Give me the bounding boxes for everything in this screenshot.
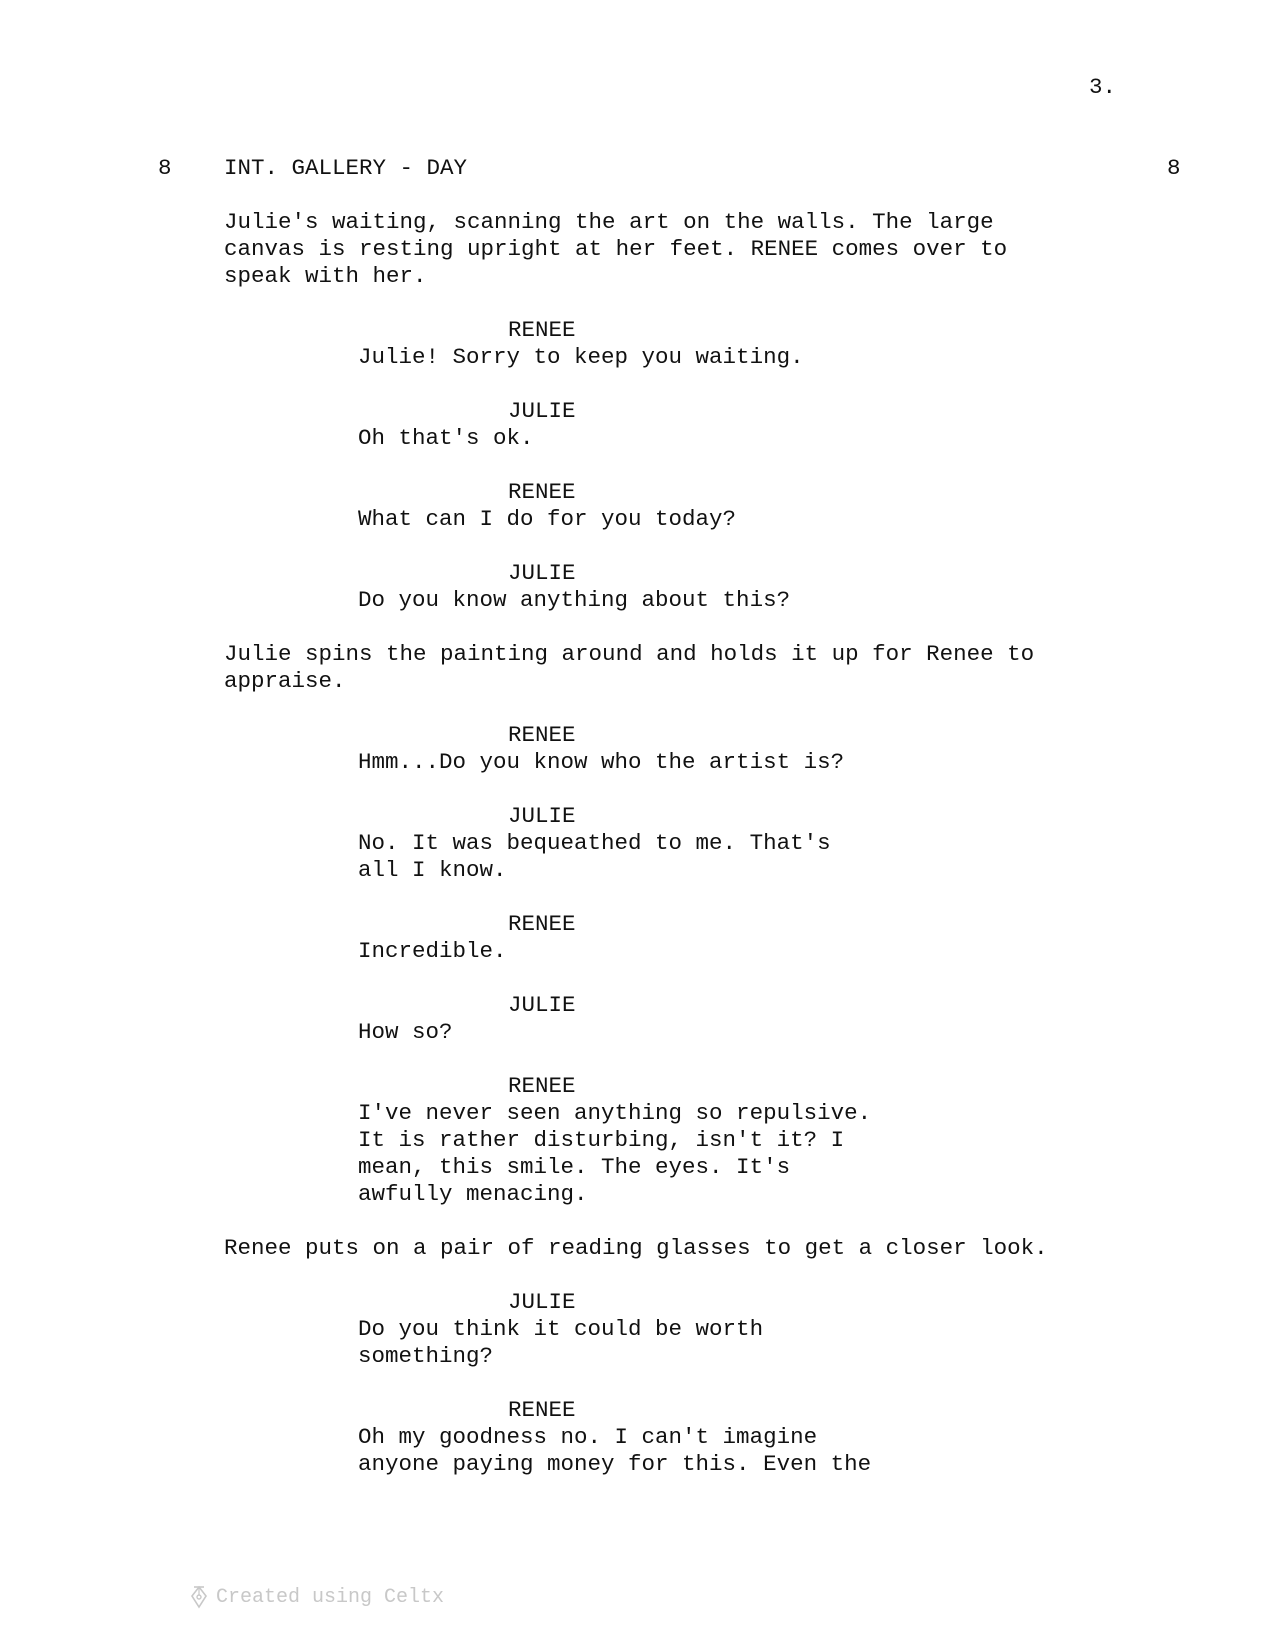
pen-nib-icon <box>190 1585 208 1609</box>
dialogue-text <box>224 344 1174 371</box>
dialogue-block <box>224 1289 1174 1370</box>
dialogue-line: Do you think it could be worth <box>358 1316 764 1342</box>
dialogue-text <box>224 938 1174 965</box>
script-blocks <box>224 209 1174 1478</box>
dialogue-block <box>224 398 1174 452</box>
dialogue-text <box>224 1424 1174 1478</box>
dialogue-block <box>224 479 1174 533</box>
action-line: Renee puts on a pair of reading glasses to get a closer look. <box>224 1235 1048 1261</box>
footer-text: Created using Celtx <box>216 1585 445 1609</box>
action-line: Julie's waiting, scanning the art on the walls. The large <box>224 209 994 235</box>
dialogue-text <box>224 1100 1174 1208</box>
character-cue: RENEE <box>508 1397 576 1423</box>
script-body <box>224 155 1174 1505</box>
dialogue-block <box>224 1397 1174 1478</box>
dialogue-line: Oh my goodness no. I can't imagine <box>358 1424 818 1450</box>
dialogue-text <box>224 425 1174 452</box>
dialogue-line: No. It was bequeathed to me. That's <box>358 830 831 856</box>
action-line: canvas is resting upright at her feet. RENEE comes over to <box>224 236 1008 262</box>
dialogue-line: mean, this smile. The eyes. It's <box>358 1154 791 1180</box>
dialogue-text <box>224 587 1174 614</box>
action-line: speak with her. <box>224 263 427 289</box>
dialogue-line: What can I do for you today? <box>358 506 737 532</box>
dialogue-line: anyone paying money for this. Even the <box>358 1451 872 1477</box>
character-cue: JULIE <box>508 560 576 586</box>
dialogue-line: Oh that's ok. <box>358 425 534 451</box>
action-block <box>224 209 1174 290</box>
character-cue: RENEE <box>508 317 576 343</box>
character-cue: JULIE <box>508 1289 576 1315</box>
dialogue-block <box>224 560 1174 614</box>
dialogue-line: Hmm...Do you know who the artist is? <box>358 749 845 775</box>
character-cue: JULIE <box>508 398 576 424</box>
dialogue-block <box>224 317 1174 371</box>
footer <box>190 1585 444 1609</box>
dialogue-line: awfully menacing. <box>358 1181 588 1207</box>
scene-heading: INT. GALLERY - DAY <box>224 155 468 181</box>
dialogue-line: How so? <box>358 1019 453 1045</box>
character-cue: RENEE <box>508 722 576 748</box>
dialogue-text <box>224 749 1174 776</box>
character-cue: JULIE <box>508 803 576 829</box>
dialogue-text <box>224 506 1174 533</box>
dialogue-block <box>224 911 1174 965</box>
action-line: appraise. <box>224 668 346 694</box>
character-cue: JULIE <box>508 992 576 1018</box>
scene-number-right: 8 <box>1167 155 1181 181</box>
action-block <box>224 1235 1174 1262</box>
dialogue-line: all I know. <box>358 857 507 883</box>
dialogue-text <box>224 830 1174 884</box>
dialogue-line: I've never seen anything so repulsive. <box>358 1100 872 1126</box>
dialogue-line: Do you know anything about this? <box>358 587 791 613</box>
action-block <box>224 641 1174 695</box>
dialogue-line: It is rather disturbing, isn't it? I <box>358 1127 845 1153</box>
character-cue: RENEE <box>508 479 576 505</box>
dialogue-text <box>224 1316 1174 1370</box>
dialogue-line: Incredible. <box>358 938 507 964</box>
dialogue-line: something? <box>358 1343 494 1369</box>
character-cue: RENEE <box>508 911 576 937</box>
dialogue-text <box>224 1019 1174 1046</box>
dialogue-block <box>224 722 1174 776</box>
character-cue: RENEE <box>508 1073 576 1099</box>
dialogue-block <box>224 803 1174 884</box>
page-number: 3. <box>1089 74 1117 100</box>
action-line: Julie spins the painting around and holds it up for Renee to <box>224 641 1035 667</box>
dialogue-line: Julie! Sorry to keep you waiting. <box>358 344 804 370</box>
scene-number-left: 8 <box>158 155 172 181</box>
dialogue-block <box>224 992 1174 1046</box>
dialogue-block <box>224 1073 1174 1208</box>
